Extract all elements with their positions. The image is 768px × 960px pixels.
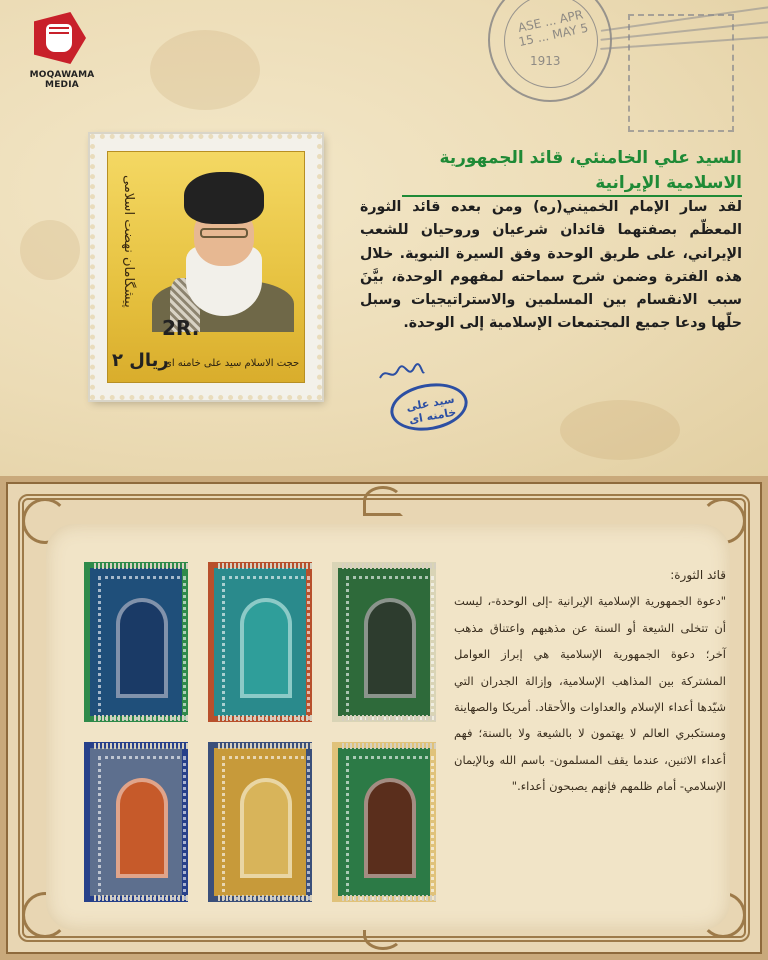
rug-mihrab-arch: [116, 598, 168, 698]
rug-fringe: [94, 895, 190, 901]
postmark: [488, 0, 612, 102]
postage-stamp: [90, 134, 322, 400]
rug-fringe: [218, 743, 314, 749]
paper-stain: [560, 400, 680, 460]
postcard-top: [0, 0, 768, 476]
ornate-frame-section: [0, 476, 768, 960]
rug-fringe: [342, 563, 438, 569]
rug-mihrab-arch: [116, 778, 168, 878]
paper-stain: [150, 30, 260, 110]
frame: [6, 482, 762, 954]
rug-mihrab-arch: [240, 598, 292, 698]
postmark-text: ASE ... APR 15 ... MAY 5: [516, 7, 590, 50]
bio-paragraph: لقد سار الإمام الخميني(ره) ومن بعده قائد الثورة المعظّم بصفتهما قائدان شرعيان وروحيان للشعب الإيراني، على طريق الوحدة وفق السيرة النبوية. خلال هذه الفترة وضمن شرح سماحته لمفهوم الوحدة، بيَّنَ سبب الانقسام بين المسلمين والاستراتيجيات وسبل حلّها ودعا جميع المجتمعات الإسلامية إلى الوحدة.: [360, 199, 742, 332]
prayer-rug: [208, 742, 312, 902]
signature: [378, 362, 426, 384]
brand-logo: [22, 12, 102, 92]
rug-fringe: [342, 715, 438, 721]
quote-heading: قائد الثورة:: [670, 568, 726, 582]
postmark-year: 1913: [530, 54, 561, 68]
logo-text: MOQAWAMA MEDIA: [29, 70, 95, 90]
top-center-ornament-icon: [363, 486, 403, 516]
prayer-rug: [208, 562, 312, 722]
prayer-rugs-grid: [84, 562, 440, 904]
stamp-caption: حجت الاسلام سید علی خامنه ای: [164, 358, 300, 369]
quote-block: [454, 562, 726, 800]
quote-body: "دعوة الجمهورية الإسلامية الإيرانية -إلى الوحدة-، ليست أن تتخلى الشيعة أو السنة عن مذهبهم واعتناق مذهب آخر؛ دعوة الجمهورية الإسلامية هي إبراز العوامل المشتركة بين المذاهب الإسلامية، وإزالة الجدران التي شيّدها أعداء الإسلام والعداوات والأحقاد. أمريكا والصهاينة ومستكبري العالم لا يهتمون لا بالشيعة ولا بالسنة؛ فهم أعداء الاثنين، عندما يقف المسلمون- باسم الله وبالإيمان الإسلامي- أمام ظلمهم فإنهم يصبحون أعداء.": [454, 594, 726, 794]
rug-fringe: [218, 563, 314, 569]
rug-fringe: [218, 895, 314, 901]
rug-fringe: [342, 895, 438, 901]
page-title: السيد علي الخامنئي، قائد الجمهورية الاسلامية الإيرانية: [439, 148, 742, 193]
stamp-denomination-fa: ۲ ریال: [112, 350, 169, 371]
ink-seal: [387, 378, 472, 437]
stamp-vertical-title: پیشگامان نهضت اسلامی: [121, 174, 136, 308]
rug-fringe: [218, 715, 314, 721]
prayer-rug: [332, 742, 436, 902]
rug-fringe: [94, 715, 190, 721]
stamp-placeholder: [628, 14, 734, 132]
rug-mihrab-arch: [364, 598, 416, 698]
rug-fringe: [94, 743, 190, 749]
prayer-rug: [84, 742, 188, 902]
rug-mihrab-arch: [364, 778, 416, 878]
fist-icon: [46, 24, 72, 52]
rug-fringe: [94, 563, 190, 569]
rug-fringe: [342, 743, 438, 749]
paper-stain: [20, 220, 80, 280]
portrait-turban: [184, 172, 264, 224]
stamp-denomination: 2R.: [162, 316, 200, 340]
portrait-glasses: [200, 228, 248, 238]
seal-text: سید علی خامنه ای: [405, 392, 458, 427]
prayer-rug: [84, 562, 188, 722]
stamp-artwork: [107, 151, 305, 383]
stamp-portrait: [148, 162, 298, 332]
prayer-rug: [332, 562, 436, 722]
rug-mihrab-arch: [240, 778, 292, 878]
